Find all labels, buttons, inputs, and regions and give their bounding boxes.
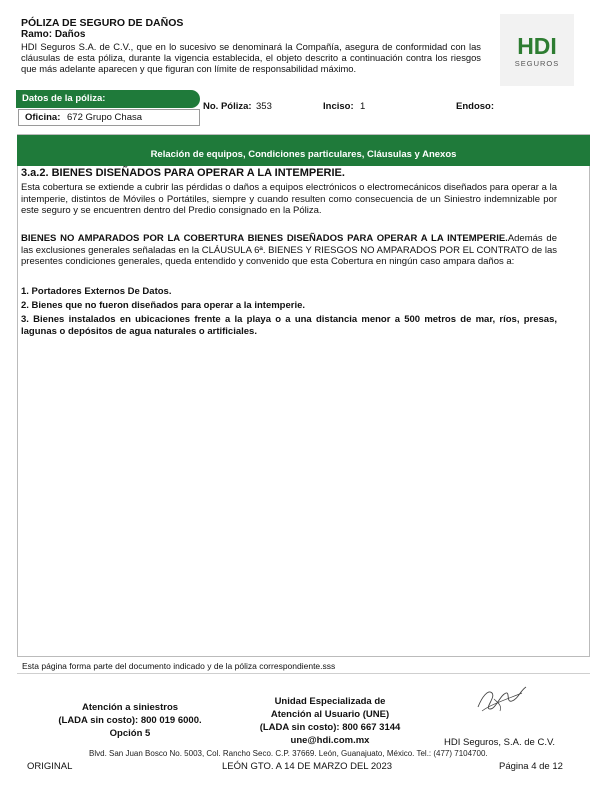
exclusions-heading: BIENES NO AMPARADOS POR LA COBERTURA BIENES DISEÑADOS PARA OPERAR A LA INTEMPERIE. bbox=[21, 233, 508, 244]
hdi-logo bbox=[500, 14, 574, 86]
inciso-label: Inciso: bbox=[323, 101, 354, 112]
footer-note: Esta página forma parte del documento indicado y de la póliza correspondiente.sss bbox=[22, 661, 336, 671]
page-number: Página 4 de 12 bbox=[499, 761, 563, 772]
oficina-value: 672 Grupo Chasa bbox=[67, 112, 143, 123]
oficina-field bbox=[18, 109, 200, 126]
logo-brand: HDI bbox=[517, 33, 557, 59]
une-line: Unidad Especializada de bbox=[274, 696, 386, 707]
claims-line: Opción 5 bbox=[109, 728, 151, 739]
policy-data-tab: Datos de la póliza: bbox=[16, 90, 200, 108]
exclusions-paragraph bbox=[21, 233, 557, 268]
une-contact bbox=[240, 695, 420, 747]
coverage-paragraph: Esta cobertura se extiende a cubrir las pérdidas o daños a equipos electrónicos o electromecánicos diseñados para operar a la intemperie, distintos de Móviles o Portátiles, siempre y cuando resulten como consecuencia de un Siniestro indemnizable por este seguro y se encuentren dentro del Predio consignado en la Póliza. bbox=[21, 182, 557, 217]
claims-contact bbox=[40, 701, 220, 740]
section-bar: Relación de equipos, Condiciones particulares, Cláusulas y Anexos bbox=[17, 135, 590, 166]
list-item: 3. Bienes instalados en ubicaciones frente a la playa o a una distancia menor a 500 metros de mar, ríos, presas, lagunas o depósitos de agua naturales o artificiales. bbox=[21, 314, 557, 337]
une-email: une@hdi.com.mx bbox=[290, 735, 370, 746]
poliza-number-label: No. Póliza: bbox=[203, 101, 252, 112]
list-item: 1. Portadores Externos De Datos. bbox=[21, 286, 172, 297]
claims-line: Atención a siniestros bbox=[81, 702, 179, 713]
list-item: 2. Bienes que no fueron diseñados para operar a la intemperie. bbox=[21, 300, 306, 311]
inciso-value: 1 bbox=[360, 101, 366, 112]
logo-subtitle: SEGUROS bbox=[514, 59, 560, 68]
une-line: Atención al Usuario (UNE) bbox=[270, 709, 390, 720]
oficina-label: Oficina: bbox=[25, 112, 61, 123]
ramo-label: Ramo: Daños bbox=[21, 29, 86, 40]
document-title: PÓLIZA DE SEGURO DE DAÑOS bbox=[21, 17, 184, 29]
claims-line: (LADA sin costo): 800 019 6000. bbox=[58, 715, 202, 726]
company-name: HDI Seguros, S.A. de C.V. bbox=[444, 737, 556, 748]
exclusions-text: Además de las exclusiones generales señaladas en la CLÁUSULA 6ª. BIENES Y RIESGOS NO AMPARADOS POR EL CONTRATO de las presentes condiciones generales, queda entendido y convenido que esta Cobertura en ningún caso ampara daños a: bbox=[21, 233, 557, 268]
poliza-number-value: 353 bbox=[256, 101, 272, 112]
company-address: Blvd. San Juan Bosco No. 5003, Col. Rancho Seco. C.P. 37669. León, Guanajuato, México. Tel.: (477) 7104700. bbox=[89, 749, 488, 758]
footer-divider bbox=[17, 673, 590, 674]
endoso-label: Endoso: bbox=[456, 101, 494, 112]
policy-description: HDI Seguros S.A. de C.V., que en lo sucesivo se denominará la Compañía, asegura de conformidad con las cláusulas de esta póliza, durante la vigencia establecida, el objeto descrito a continuación contra los riesgos que más adelante aparecen y que figuran con límite de responsabilidad máximo. bbox=[21, 41, 481, 74]
section-title: 3.a.2. BIENES DISEÑADOS PARA OPERAR A LA INTEMPERIE. bbox=[21, 167, 345, 179]
signature-image bbox=[472, 679, 532, 719]
original-label: ORIGINAL bbox=[27, 761, 73, 772]
place-date: LEÓN GTO. A 14 DE MARZO DEL 2023 bbox=[222, 761, 393, 772]
une-line: (LADA sin costo): 800 667 3144 bbox=[259, 722, 401, 733]
